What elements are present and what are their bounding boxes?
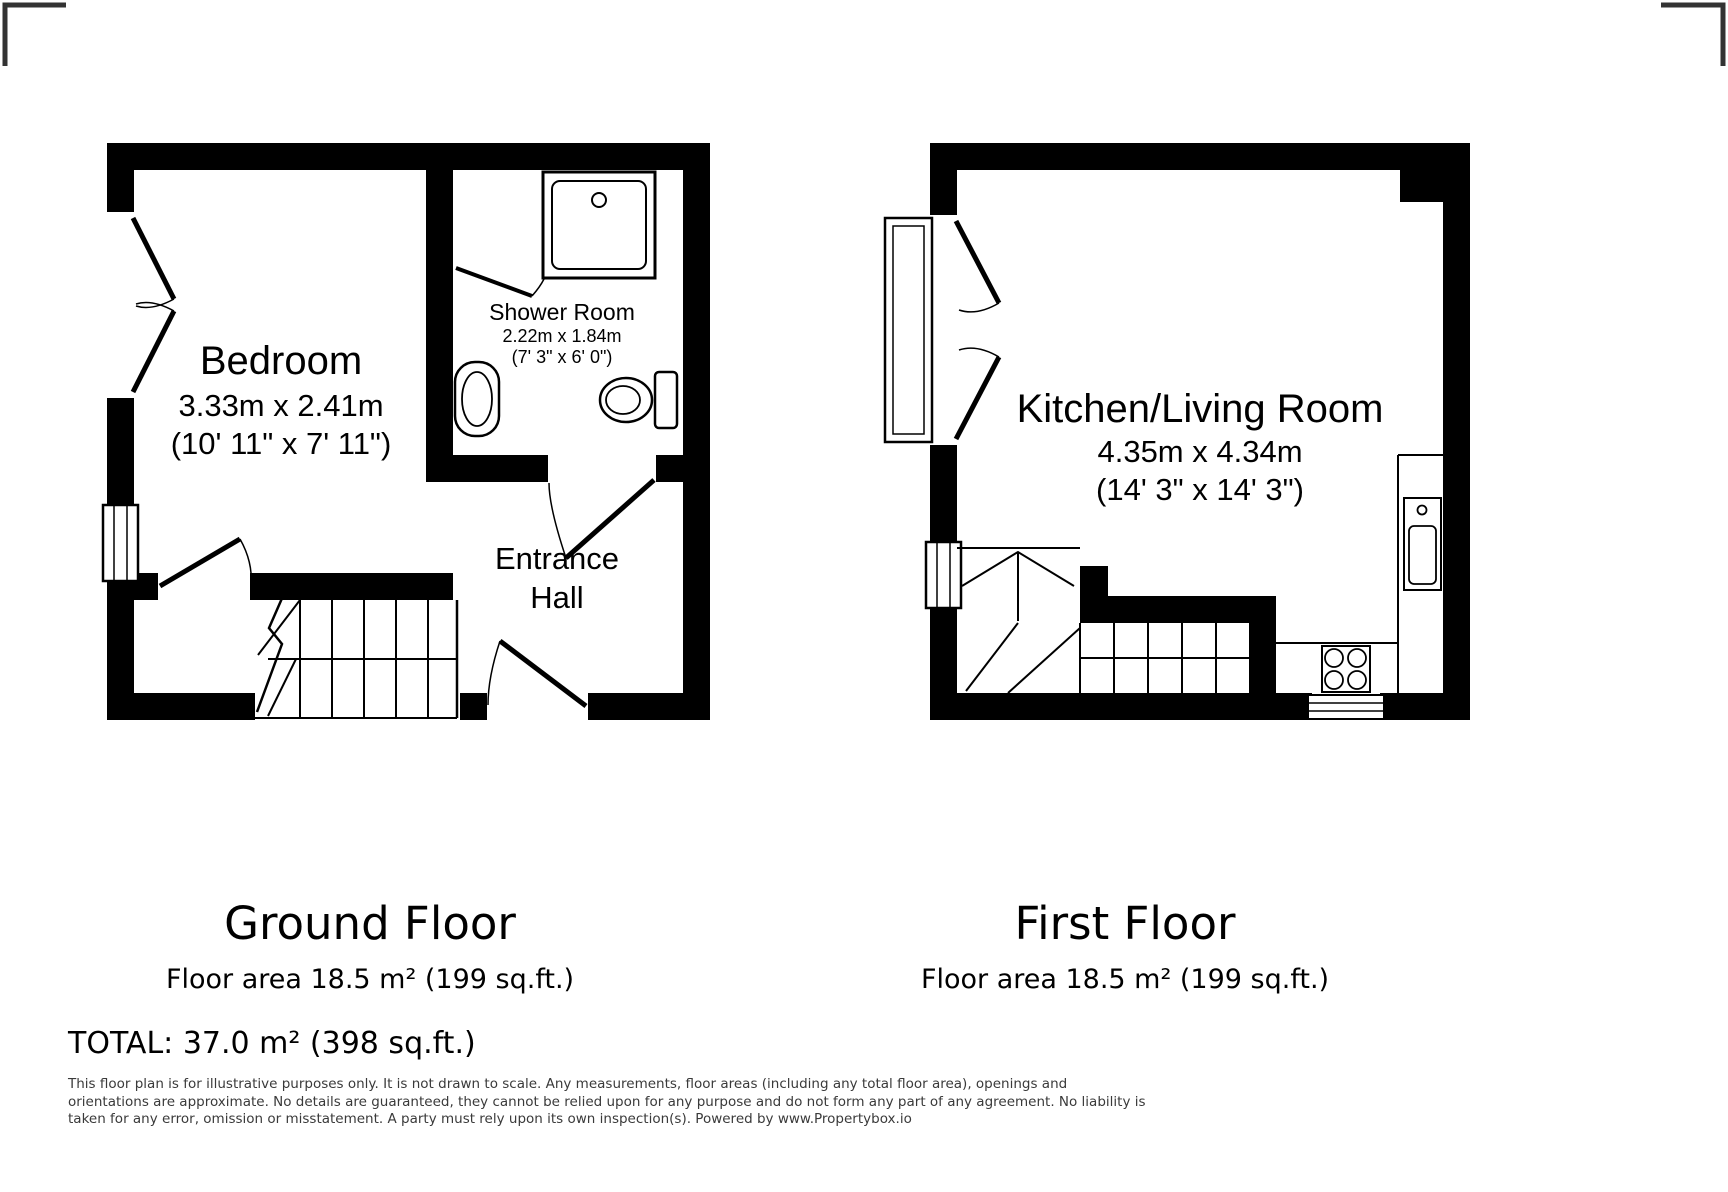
disclaimer-line-2: orientations are approximate. No details are guaranteed, they cannot be relied upon for any purpose and do not form any part of any agreement. No liability is — [68, 1093, 1146, 1110]
bedroom-french-doors — [133, 218, 174, 392]
crop-mark-top-right-icon — [1661, 5, 1723, 66]
ground-floor-area: Floor area 18.5 m² (199 sq.ft.) — [165, 964, 575, 995]
shower-room-label: Shower Room — [489, 299, 635, 325]
kitchen-window — [1308, 695, 1384, 719]
shower-room-dimensions-metric: 2.22m x 1.84m — [502, 326, 622, 346]
disclaimer-line-3: taken for any error, omission or misstatement. A party must rely upon its own inspection(s). Powered by www.Propertybox.io — [68, 1111, 912, 1128]
disclaimer-line-1: This floor plan is for illustrative purposes only. It is not drawn to scale. Any measurements, floor areas (including any total floor area), openings and — [68, 1076, 1068, 1092]
entrance-hall-label-line1: Entrance — [494, 541, 620, 576]
bedroom-label: Bedroom — [199, 339, 363, 383]
basin-icon — [455, 362, 499, 436]
kitchen-living-room-dimensions-imperial: (14' 3" x 14' 3") — [1096, 472, 1304, 507]
sink-icon — [1404, 498, 1441, 590]
first-floor-area: Floor area 18.5 m² (199 sq.ft.) — [920, 964, 1330, 995]
bedroom-window — [103, 505, 138, 581]
crop-marks — [5, 5, 1723, 66]
shower-tray — [543, 172, 655, 278]
ground-floor-title: Ground Floor — [224, 897, 516, 950]
kitchen-living-room-label: Kitchen/Living Room — [1016, 387, 1384, 431]
kitchen-living-room-dimensions-metric: 4.35m x 4.34m — [1097, 434, 1303, 469]
shower-room-dimensions-imperial: (7' 3" x 6' 0") — [511, 347, 613, 367]
entrance-hall-label-line2: Hall — [530, 580, 584, 615]
bedroom-door — [160, 539, 251, 586]
shower-screen — [456, 268, 544, 296]
hob-icon — [1322, 646, 1370, 692]
bedroom-dimensions-imperial: (10' 11" x 7' 11") — [170, 426, 392, 461]
crop-mark-top-left-icon — [5, 5, 66, 66]
balcony-bay — [885, 218, 932, 442]
bedroom-dimensions-metric: 3.33m x 2.41m — [178, 388, 384, 423]
disclaimer-text — [68, 1076, 1146, 1129]
ground-floor-staircase — [255, 596, 457, 718]
total-area: TOTAL: 37.0 m² (398 sq.ft.) — [68, 1026, 476, 1061]
first-floor-title: First Floor — [1014, 897, 1236, 950]
first-floor-plan — [885, 143, 1470, 720]
stair-window — [926, 542, 961, 608]
toilet-icon — [600, 372, 677, 428]
shower-drain-icon — [592, 193, 606, 207]
front-door — [488, 641, 586, 706]
kitchen-french-doors — [956, 221, 999, 439]
